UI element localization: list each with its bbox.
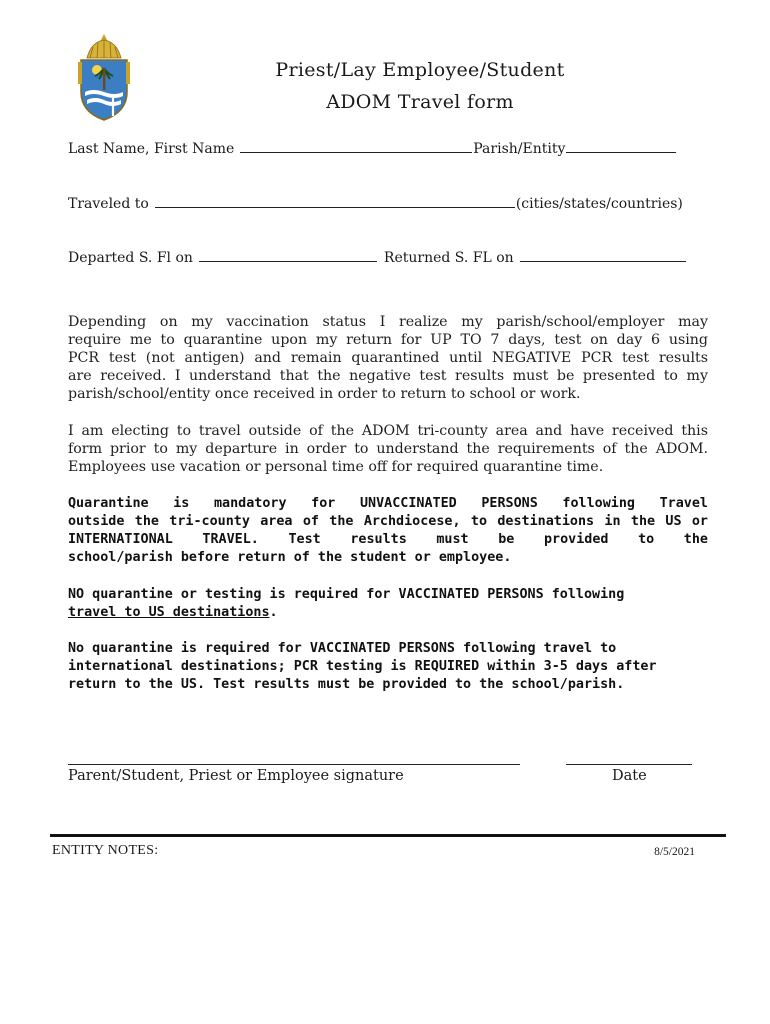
traveled-suffix: (cities/states/countries) xyxy=(515,196,683,212)
text-line: return to the US. Test results must be provided to the school/parish. xyxy=(68,677,625,692)
returned-label: Returned S. FL on xyxy=(383,250,514,266)
parish-field[interactable] xyxy=(566,139,676,153)
text-line: No quarantine is required for VACCINATED PERSONS following travel to xyxy=(68,641,617,656)
vaccinated-international-notice xyxy=(68,640,708,694)
policy-paragraph-2 xyxy=(68,422,708,476)
policy-paragraph-1 xyxy=(68,313,708,403)
text-line: NO quarantine or testing is required for VACCINATED PERSONS following xyxy=(68,587,625,602)
diocese-crest-icon xyxy=(73,32,135,124)
text-line: Employees use vacation or personal time off for required quarantine time. xyxy=(68,459,604,475)
signature-date-field[interactable] xyxy=(566,764,692,765)
traveled-field[interactable] xyxy=(155,194,515,208)
footer-divider xyxy=(50,834,726,837)
parish-label: Parish/Entity xyxy=(473,141,566,157)
text-line: international destinations; PCR testing is REQUIRED within 3-5 days after xyxy=(68,659,657,674)
text-line: outside the tri-county area of the Archdiocese, to destinations in the US or xyxy=(68,514,708,529)
text-line: Depending on my vaccination status I realize my parish/school/employer may xyxy=(68,314,708,330)
entity-notes-label: ENTITY NOTES: xyxy=(52,843,159,858)
departed-label: Departed S. Fl on xyxy=(68,250,193,266)
text-line: parish/school/entity once received in order to return to school or work. xyxy=(68,386,581,402)
period-text: . xyxy=(269,605,278,620)
traveled-row xyxy=(68,194,708,212)
text-line: require me to quarantine upon my return for UP TO 7 days, test on day 6 using xyxy=(68,332,708,348)
signature-field[interactable] xyxy=(68,764,520,765)
signature-label: Parent/Student, Priest or Employee signature xyxy=(68,768,404,784)
vaccinated-us-notice xyxy=(68,586,708,622)
revision-date: 8/5/2021 xyxy=(654,846,695,858)
text-line: INTERNATIONAL TRAVEL. Test results must be provided to the xyxy=(68,532,708,547)
text-line: form prior to my departure in order to understand the requirements of the ADOM. xyxy=(68,441,708,457)
name-label: Last Name, First Name xyxy=(68,141,235,157)
traveled-label: Traveled to xyxy=(68,196,149,212)
us-destinations-emphasis: travel to US destinations xyxy=(68,605,270,620)
text-line: are received. I understand that the negative test results must be presented to my xyxy=(68,368,708,384)
text-line: PCR test (not antigen) and remain quarantined until NEGATIVE PCR test results xyxy=(68,350,708,366)
dates-row xyxy=(68,248,708,266)
date-label: Date xyxy=(612,768,647,784)
name-parish-row xyxy=(68,139,708,157)
quarantine-unvaccinated-notice xyxy=(68,495,708,567)
departed-field[interactable] xyxy=(199,248,377,262)
form-subtitle: ADOM Travel form xyxy=(326,91,514,113)
text-line: school/parish before return of the student or employee. xyxy=(68,550,512,565)
text-line: I am electing to travel outside of the ADOM tri-county area and have received this xyxy=(68,423,708,439)
text-line: Quarantine is mandatory for UNVACCINATED PERSONS following Travel xyxy=(68,496,708,511)
name-field[interactable] xyxy=(240,139,472,153)
form-title: Priest/Lay Employee/Student xyxy=(275,59,565,81)
returned-field[interactable] xyxy=(520,248,686,262)
